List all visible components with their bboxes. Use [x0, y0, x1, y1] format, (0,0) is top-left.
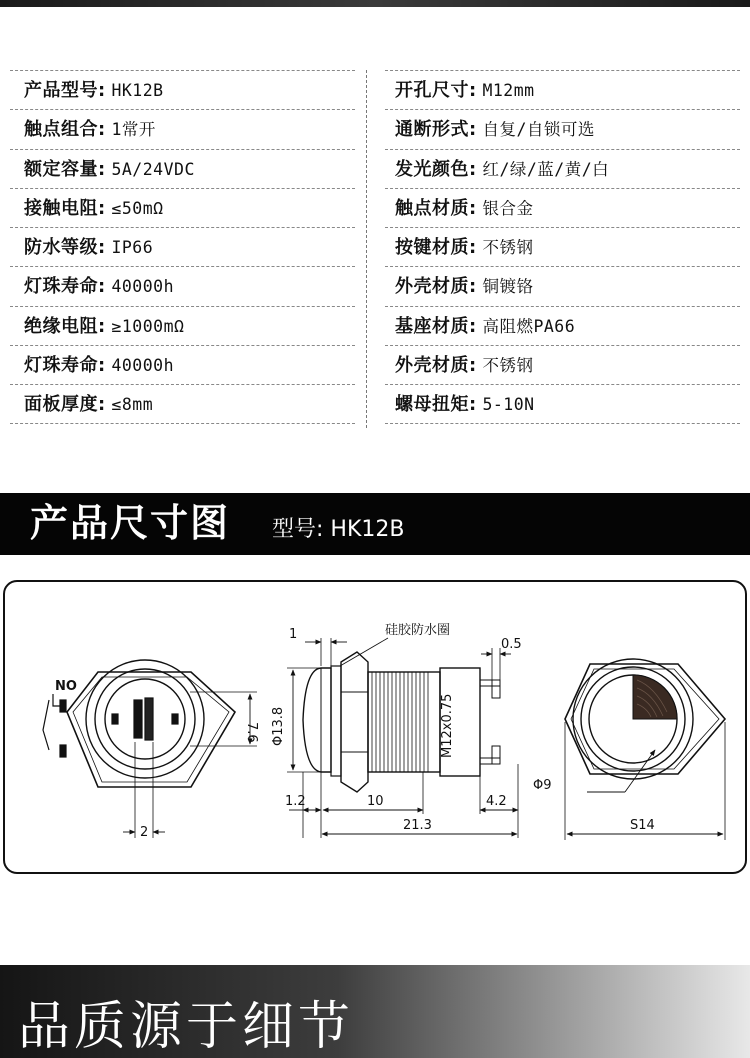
spec-label: 外壳材质: [395, 355, 477, 377]
spec-value: M12mm [482, 81, 535, 100]
pin [480, 758, 500, 764]
dimension-drawing [5, 582, 745, 872]
front-view [43, 660, 259, 840]
spec-row [385, 345, 740, 384]
spec-row [10, 345, 355, 384]
dim-10: 10 [367, 794, 384, 809]
spec-value: 40000h [111, 356, 175, 376]
spec-label: 额定容量: [24, 158, 106, 180]
spec-label: 产品型号: [24, 80, 106, 101]
terminal-pin [112, 714, 118, 724]
side-view [271, 622, 522, 838]
spec-value: HK12B [111, 81, 164, 100]
spec-row [10, 149, 355, 188]
spec-label: 螺母扭矩: [395, 394, 477, 416]
spec-row [10, 266, 355, 305]
quality-banner [0, 965, 750, 1058]
spec-table [10, 70, 740, 428]
dim-diameter: Φ13.8 [271, 706, 286, 746]
spec-value: 1常开 [111, 120, 156, 140]
spec-column-right [385, 70, 740, 428]
spec-label: 灯珠寿命: [24, 276, 106, 298]
spec-column-left [10, 70, 355, 428]
spec-label: 按键材质: [395, 237, 477, 259]
spec-row [385, 227, 740, 266]
spec-value: 40000h [111, 277, 175, 297]
dim-terminal-width: 2 [140, 825, 149, 840]
spec-value: 铜镀铬 [482, 277, 534, 297]
back-view [533, 659, 725, 840]
spec-row [385, 306, 740, 345]
nut-side [341, 652, 368, 792]
dim-213: 21.3 [403, 818, 432, 833]
spec-label: 接触电阻: [24, 197, 106, 219]
spec-row [10, 109, 355, 148]
spec-label: 面板厚度: [24, 394, 106, 416]
spec-value: 5-10N [482, 395, 535, 415]
spec-value: 不锈钢 [482, 356, 534, 376]
dim-thread-label: M12x0.75 [440, 693, 455, 758]
spec-row [10, 227, 355, 266]
section-header [0, 493, 750, 555]
spec-value: ≤8mm [111, 395, 154, 415]
spec-row [385, 384, 740, 423]
terminal-pin [172, 714, 178, 724]
terminal-block [134, 700, 142, 738]
spec-row [385, 149, 740, 188]
spec-value: 5A/24VDC [111, 159, 195, 179]
spec-label: 发光颜色: [395, 158, 477, 180]
dimension-drawing-panel [3, 580, 747, 874]
spec-value: IP66 [111, 238, 154, 258]
spec-value: 高阻燃PA66 [482, 316, 576, 336]
spec-row [385, 188, 740, 227]
spec-row [385, 70, 740, 109]
dim-height-front: 7.6 [244, 722, 259, 743]
seal-washer [331, 666, 341, 776]
spec-value: 自复/自锁可选 [482, 120, 595, 140]
dim-1: 1 [289, 627, 298, 642]
no-contact-label: NO [55, 679, 77, 694]
section-model: 型号: HK12B [272, 517, 405, 542]
bezel-cap [303, 668, 331, 772]
spec-row [10, 384, 355, 423]
spec-label: 绝缘电阻: [24, 315, 106, 337]
spec-value: 不锈钢 [482, 238, 534, 258]
dim-12: 1.2 [285, 794, 306, 809]
dim-phi9: Φ9 [533, 778, 552, 793]
dim-s14: S14 [630, 818, 655, 833]
dim-05: 0.5 [501, 637, 522, 652]
spec-value: ≥1000mΩ [111, 316, 185, 336]
pin-tab [492, 746, 500, 764]
spec-label: 开孔尺寸: [395, 80, 477, 101]
spec-value: 红/绿/蓝/黄/白 [482, 159, 610, 179]
column-divider [366, 70, 367, 428]
no-symbol-switch [43, 700, 49, 750]
spec-label: 通断形式: [395, 119, 477, 141]
spec-row [10, 188, 355, 227]
section-title: 产品尺寸图 [30, 501, 231, 545]
spec-value: ≤50mΩ [111, 198, 164, 218]
spec-value: 银合金 [482, 198, 534, 218]
spec-row [10, 70, 355, 109]
spec-row [10, 306, 355, 345]
no-symbol-contact [60, 745, 66, 757]
quality-title: 品质源于细节 [18, 997, 355, 1057]
spec-label: 防水等级: [24, 237, 106, 259]
spec-row [385, 109, 740, 148]
spec-row [385, 266, 740, 305]
top-strip [0, 0, 750, 7]
spec-label: 触点组合: [24, 119, 106, 141]
terminal-block [145, 698, 153, 740]
dim-42: 4.2 [486, 794, 507, 809]
seal-ring-label: 硅胶防水圈 [385, 623, 451, 638]
thread-lines [372, 672, 428, 772]
pin [480, 680, 500, 686]
no-symbol-contact [60, 700, 66, 712]
spec-label: 灯珠寿命: [24, 355, 106, 377]
spec-label: 外壳材质: [395, 276, 477, 298]
pin-tab [492, 680, 500, 698]
spec-label: 基座材质: [395, 315, 477, 337]
spec-label: 触点材质: [395, 197, 477, 219]
